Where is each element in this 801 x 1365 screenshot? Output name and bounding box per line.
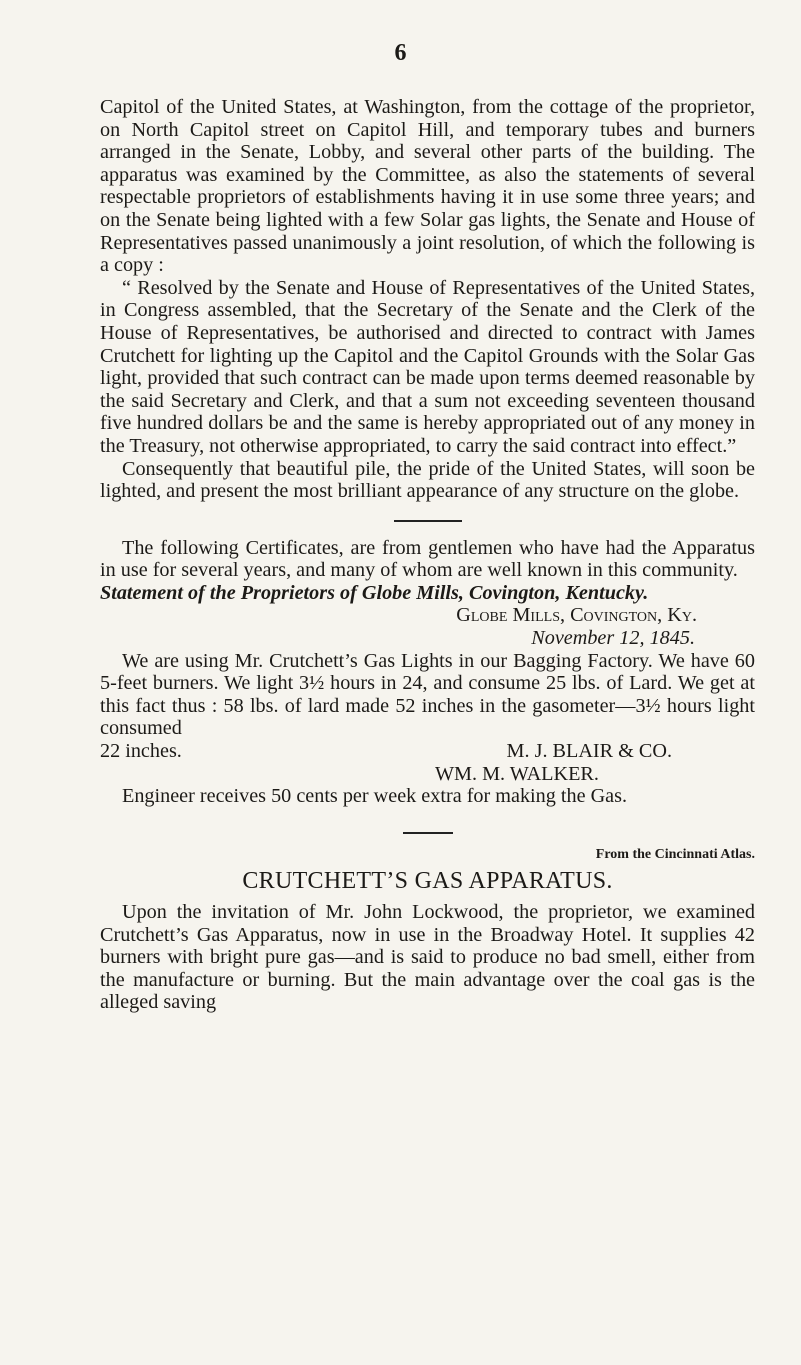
article-title: CRUTCHETT’S GAS APPARATUS.	[242, 868, 613, 895]
source-attribution: From the Cincinnati Atlas.	[595, 846, 755, 862]
engineer-postscript: Engineer receives 50 cents per week extra for making the Gas.	[122, 785, 628, 808]
paragraph-capitol-intro: Capitol of the United States, at Washington, from the cottage of the proprietor, on North Capitol street on Capitol Hill, and temporary tubes and burners arranged in the Senate, Lobby, and several other parts of the building. The apparatus was examined by the Committee, as also the statements of several respectable proprietors of establishments having it in use some three years; and on the Senate being lighted with a few Solar gas lights, the Senate and House of Representatives passed unanimously a joint resolution, of which the following is a copy :	[100, 96, 755, 277]
text-column	[100, 96, 755, 1014]
certificates-intro: The following Certificates, are from gentlemen who have had the Apparatus in use for several years, and many of whom are well known in this community.	[100, 536, 755, 582]
article-body: Upon the invitation of Mr. John Lockwood, the proprietor, we examined Crutchett’s Gas Apparatus, now in use in the Broadway Hotel. It supplies 42 burners with bright pure gas—and is said to produce no bad smell, either from the manufacture or burning. But the main advantage over the coal gas is the alleged saving	[100, 901, 755, 1014]
paragraph-consequently: Consequently that beautiful pile, the pride of the United States, will soon be lighted, and present the most brilliant appearance of any structure on the globe.	[100, 457, 755, 503]
section-divider	[394, 520, 462, 522]
signature-blair: M. J. BLAIR & CO.	[506, 740, 672, 763]
letter-address: Globe Mills, Covington, Ky.	[456, 604, 697, 627]
statement-last-line: 22 inches.	[100, 740, 182, 763]
section-divider-2	[403, 832, 453, 834]
joint-resolution: “ Resolved by the Senate and House of Representatives of the United States, in Congress assembled, that the Secretary of the Senate and the Clerk of the House of Representatives, be authorised and directed to contract with James Crutchett for lighting up the Capitol and the Capitol Grounds with the Solar Gas light, provided that such contract can be made upon terms deemed reasonable by the said Secretary and Clerk, and that a sum not exceeding seventeen thousand five hundred dollars be and the same is hereby appropriated out of any money in the Treasury, not otherwise appropriated, to carry the said contract into effect.”	[100, 276, 755, 457]
statement-heading: Statement of the Proprietors of Globe Mills, Covington, Kentucky.	[100, 581, 649, 604]
signature-line	[100, 740, 755, 763]
signature-walker: WM. M. WALKER.	[435, 762, 599, 785]
letter-date: November 12, 1845.	[531, 627, 695, 650]
statement-body: We are using Mr. Crutchett’s Gas Lights in our Bagging Factory. We have 60 5-feet burners. We light 3½ hours in 24, and consume 25 lbs. of Lard. We get at this fact thus : 58 lbs. of lard made 52 inches in the gasometer—3½ hours light consumed	[100, 649, 755, 740]
page-number: 6	[394, 40, 407, 66]
